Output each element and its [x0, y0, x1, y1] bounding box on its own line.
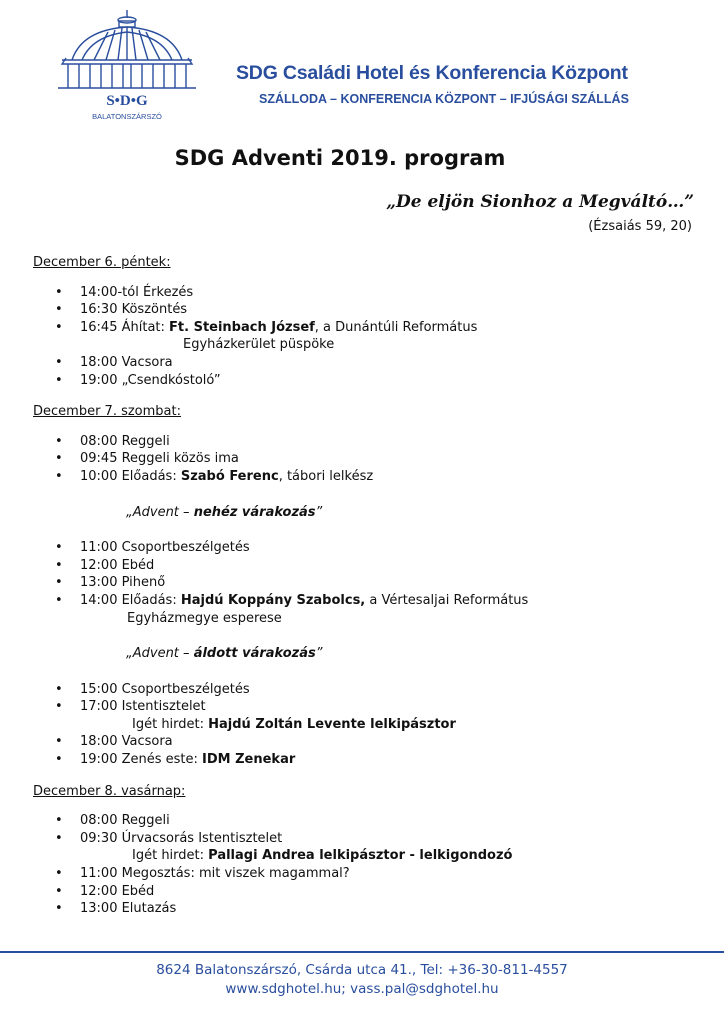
bible-reference: (Ézsaiás 59, 20) [588, 219, 692, 234]
brand-title: SDG Családi Hotel és Konferencia Központ [236, 62, 628, 84]
saturday-schedule-3 [33, 681, 693, 769]
list-item: • 18:00 Vacsora [55, 354, 173, 370]
list-item: • 13:00 Pihenő [55, 575, 166, 591]
svg-text:BALATONSZÁRSZÓ: BALATONSZÁRSZÓ [92, 112, 162, 121]
bible-quote: „De eljön Sionhoz a Megváltó…” [386, 192, 694, 212]
list-item: • 17:00 Istentisztelet Igét hirdet: Hajdú Zoltán Levente lelkipásztor [55, 699, 456, 732]
svg-text:S•D•G: S•D•G [106, 93, 148, 109]
list-item: • 14:00-tól Érkezés [55, 284, 194, 300]
list-item: • 08:00 Reggeli [55, 813, 170, 829]
footer-contact: www.sdghotel.hu; vass.pal@sdghotel.hu [225, 981, 499, 997]
friday-schedule [33, 284, 693, 390]
list-item: • 09:30 Úrvacsorás Istentisztelet Igét hirdet: Pallagi Andrea lelkipásztor - lelkigondozó [55, 830, 513, 864]
footer-address: 8624 Balatonszárszó, Csárda utca 41., Tel: +36-30-811-4557 [156, 962, 568, 978]
list-item: • 12:00 Ebéd [55, 883, 155, 899]
list-item: • 12:00 Ebéd [55, 557, 155, 573]
saturday-schedule-2 [33, 539, 693, 627]
list-item: • 18:00 Vacsora [55, 734, 173, 750]
sdg-logo [52, 8, 202, 123]
list-item: • 14:00 Előadás: Hajdú Koppány Szabolcs, a Vértesaljai Református Egyházmegye esperese [55, 592, 529, 626]
list-item: • 08:00 Reggeli [55, 433, 170, 449]
list-item: • 16:30 Köszöntés [55, 302, 188, 318]
pavilion-logo-icon [52, 8, 202, 123]
list-item: • 15:00 Csoportbeszélgetés [55, 681, 250, 697]
brand-subtitle: SZÁLLODA – KONFERENCIA KÖZPONT – IFJÚSÁGI SZÁLLÁS [259, 92, 629, 106]
footer-divider [0, 951, 724, 953]
list-item: • 16:45 Áhítat: Ft. Steinbach József, a Dunántúli Református Egyházkerület püspöke [55, 319, 478, 353]
day-heading-sunday: December 8. vasárnap: [33, 783, 186, 799]
list-item: • 11:00 Csoportbeszélgetés [55, 540, 250, 556]
sunday-schedule [33, 812, 693, 918]
day-heading-friday: December 6. péntek: [33, 255, 171, 270]
advent-motto-1: „Advent – nehéz várakozás” [126, 504, 323, 520]
program-content [33, 254, 693, 918]
list-item: • 13:00 Elutazás [55, 901, 177, 917]
page-title: SDG Adventi 2019. program [174, 146, 506, 170]
letterhead [0, 0, 724, 130]
saturday-schedule [33, 433, 693, 486]
list-item: • 09:45 Reggeli közös ima [55, 451, 239, 467]
list-item: • 10:00 Előadás: Szabó Ferenc, tábori lelkész [55, 468, 374, 484]
list-item: • 19:00 „Csendkóstoló” [55, 372, 221, 388]
list-item: • 11:00 Megosztás: mit viszek magammal? [55, 866, 350, 882]
list-item: • 19:00 Zenés este: IDM Zenekar [55, 752, 296, 768]
day-heading-saturday: December 7. szombat: [33, 404, 181, 420]
advent-motto-2: „Advent – áldott várakozás” [126, 646, 323, 662]
